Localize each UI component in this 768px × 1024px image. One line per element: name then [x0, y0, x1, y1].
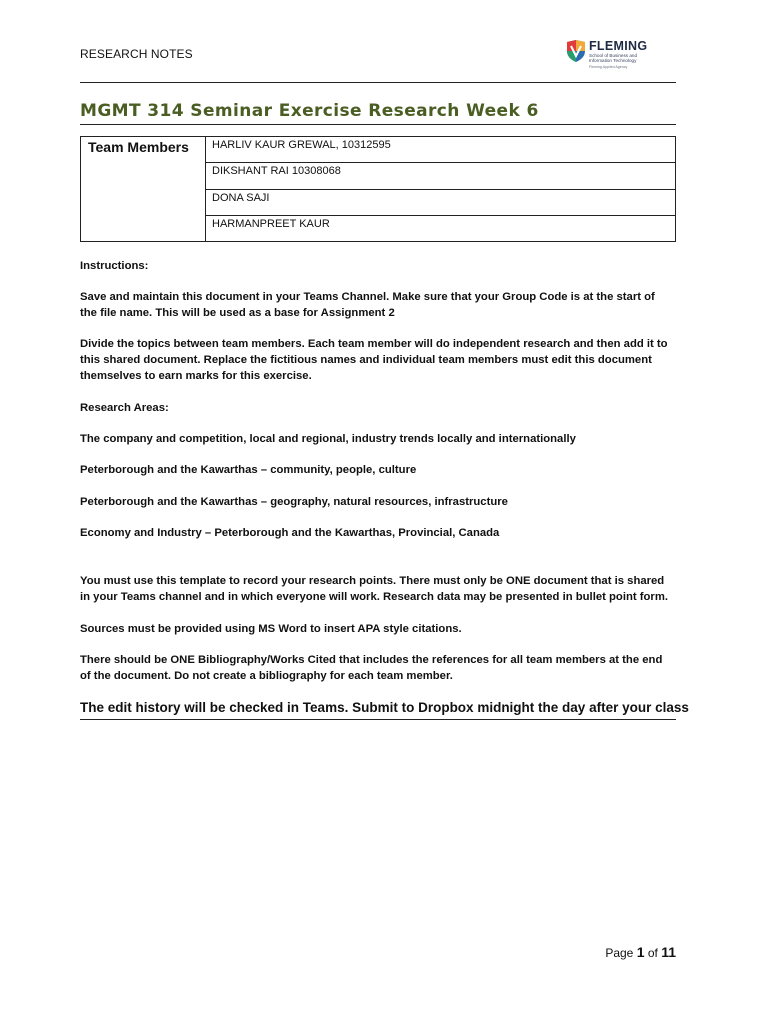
fleming-logo: [566, 38, 676, 74]
total-pages-number: 11: [661, 944, 676, 960]
research-areas-heading: Research Areas:: [80, 402, 169, 414]
team-member-row: [206, 163, 675, 190]
instructions-paragraph-2: Divide the topics between team members. Each team member will do independent research and then add it to this shared document. Replace the fictitious names and individual team members must edit this document themselves to earn marks for this exercise.: [80, 338, 668, 382]
research-area-item: Economy and Industry – Peterborough and the Kawarthas, Provincial, Canada: [80, 527, 500, 539]
instructions-paragraph-3: You must use this template to record your research points. There must only be ONE document that is shared in your Teams channel and in which everyone will work. Research data may be presented in bullet point form.: [80, 575, 669, 603]
research-area-item: The company and competition, local and regional, industry trends locally and internationally: [80, 433, 576, 445]
logo-subtitle-line1: School of Business and: [589, 53, 638, 58]
team-member-name: DONA SAJI: [212, 192, 270, 204]
instructions-paragraph-4: Sources must be provided using MS Word to insert APA style citations.: [80, 623, 462, 635]
team-member-row: [206, 190, 675, 216]
instructions-paragraph-5: There should be ONE Bibliography/Works Cited that includes the references for all team members at the end of the document. Do not create a bibliography for each team member.: [80, 654, 663, 682]
page-title: MGMT 314 Seminar Exercise Research Week 6: [80, 101, 539, 121]
logo-tagline: Fleming Applied Agency: [589, 65, 628, 69]
header-divider: [80, 82, 676, 83]
logo-subtitle-line2: Information Technology: [589, 58, 637, 64]
research-area-item: Peterborough and the Kawarthas – community, people, culture: [80, 464, 417, 476]
team-member-row: [206, 137, 675, 163]
team-member-row: [206, 216, 675, 241]
team-member-name: HARMANPREET KAUR: [212, 218, 330, 230]
team-members-table: [80, 136, 676, 242]
research-area-item: Peterborough and the Kawarthas – geography, natural resources, infrastructure: [80, 496, 508, 508]
shield-logo-icon: [566, 40, 586, 62]
edit-history-note: The edit history will be checked in Teams. Submit to Dropbox midnight the day after your class: [80, 700, 689, 715]
current-page-number: 1: [636, 944, 645, 960]
team-member-name: HARLIV KAUR GREWAL, 10312595: [212, 139, 391, 151]
of-word: of: [647, 946, 658, 960]
team-label-cell: [81, 137, 206, 241]
logo-name: FLEMING: [589, 39, 648, 53]
logo-subtitle: [589, 53, 669, 63]
instructions-heading: Instructions:: [80, 260, 149, 272]
edit-note-underline: [80, 719, 676, 720]
instructions-paragraph-1: Save and maintain this document in your Teams Channel. Make sure that your Group Code is at the start of the file name. This will be used as a base for Assignment 2: [80, 291, 655, 319]
page-number: [605, 944, 676, 960]
page-word: Page: [605, 946, 634, 960]
header-label: RESEARCH NOTES: [80, 47, 193, 61]
team-members-label: Team Members: [88, 139, 189, 155]
team-member-name: DIKSHANT RAI 10308068: [212, 165, 341, 177]
title-underline: [80, 124, 676, 125]
